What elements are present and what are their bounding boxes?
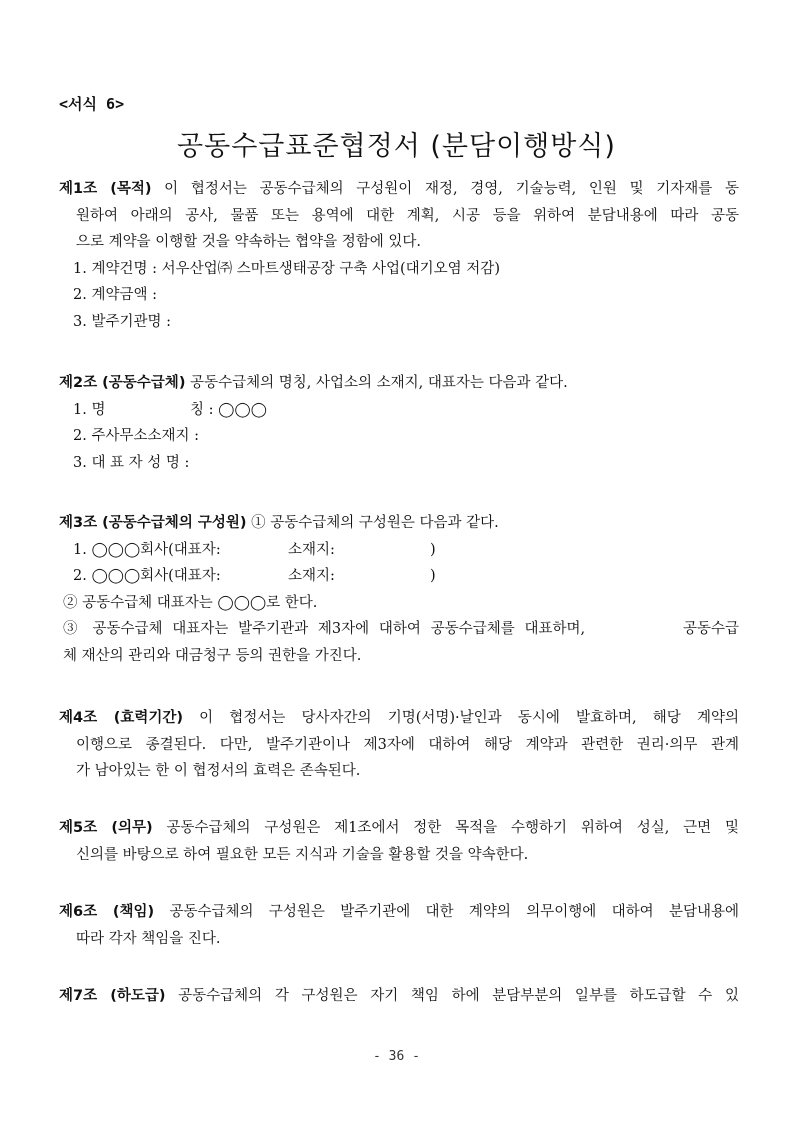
article-4 [59, 705, 739, 785]
article-5-text-2: 신의를 바탕으로 하여 필요한 모든 지식과 기술을 활용할 것을 약속한다. [76, 846, 529, 863]
member-row-1-address: 소재지: [288, 541, 335, 558]
article-2 [59, 370, 739, 476]
article-1-first-line [59, 176, 739, 203]
article-4-first-line [59, 705, 739, 732]
article-4-heading: 제4조 (효력기간) [59, 710, 183, 726]
article-2-item-1-value: 칭 : ◯◯◯ [190, 401, 267, 418]
article-1 [59, 176, 739, 335]
article-1-item-2: 2. 계약금액 : [73, 287, 157, 303]
article-3-heading: 제3조 (공동수급체의 구성원) [59, 515, 247, 531]
article-4-text-3: 가 남아있는 한 이 협정서의 효력은 존속된다. [76, 763, 361, 779]
article-6-text-2: 따라 각자 책임을 진다. [76, 930, 221, 947]
article-3-first-line [59, 510, 739, 537]
article-1-item-3: 3. 발주기관명 : [73, 313, 171, 330]
article-7-text-1: 공동수급체의 각 구성원은 자기 책임 하에 분담부분의 일부를 하도급할 수 있 [165, 988, 739, 1004]
article-6 [59, 899, 739, 952]
article-1-item-1: 1. 계약건명 : 서우산업㈜ 스마트생태공장 구축 사업(대기오염 저감) [73, 260, 500, 277]
member-row-1-company: 1. ◯◯◯회사(대표자: [73, 541, 221, 558]
article-2-item-1-label: 1. 명 [73, 401, 106, 418]
article-1-text-2: 원하여 아래의 공사, 물품 또는 용역에 대한 계획, 시공 등을 위하여 분담내용에 따라 공동 [76, 207, 739, 224]
article-6-heading: 제6조 (책임) [59, 904, 155, 920]
member-row-2-close: ) [430, 568, 436, 584]
article-7 [59, 983, 739, 1010]
article-3 [59, 510, 739, 669]
article-7-first-line [59, 983, 739, 1010]
article-2-first-line [59, 370, 739, 397]
article-3-para-3-line-1: ③ 공동수급체 대표자는 발주기관과 제3자에 대하여 공동수급체를 대표하며, 공동수급 [63, 621, 739, 637]
article-3-member-row-1 [59, 537, 739, 564]
member-row-1-close: ) [430, 541, 436, 558]
article-3-para-2: ② 공동수급체 대표자는 ◯◯◯로 한다. [63, 594, 318, 611]
article-7-heading: 제7조 (하도급) [59, 988, 166, 1004]
member-row-2-address: 소재지: [288, 568, 335, 584]
article-5-text-1: 공동수급체의 구성원은 제1조에서 정한 목적을 수행하기 위하여 성실, 근면 및 [152, 820, 739, 836]
document-title: 공동수급표준협정서 (분담이행방식) [177, 131, 616, 162]
article-2-item-1 [59, 397, 739, 424]
article-3-para-3-line-2: 체 재산의 관리와 대금청구 등의 권한을 가진다. [63, 647, 362, 664]
article-2-item-2: 2. 주사무소소재지 : [73, 428, 199, 444]
article-6-text-1: 공동수급체의 구성원은 발주기관에 대한 계약의 의무이행에 대하여 분담내용에 [154, 904, 739, 920]
article-6-first-line [59, 899, 739, 926]
article-1-heading: 제1조 (목적) [59, 181, 152, 197]
member-row-2-company: 2. ◯◯◯회사(대표자: [73, 568, 221, 584]
article-3-member-row-2 [59, 563, 739, 590]
article-2-heading: 제2조 (공동수급체) [59, 375, 186, 391]
page-number: - 36 - [373, 1049, 420, 1064]
form-label: <서식 6> [59, 95, 125, 113]
article-5-first-line [59, 815, 739, 842]
article-2-item-3: 3. 대 표 자 성 명 : [73, 454, 190, 471]
article-5 [59, 815, 739, 868]
article-4-text-1: 이 협정서는 당사자간의 기명(서명)·날인과 동시에 발효하며, 해당 계약의 [182, 710, 739, 726]
article-1-text-1: 이 협정서는 공동수급체의 구성원이 재정, 경영, 기술능력, 인원 및 기자재를 동 [151, 181, 740, 197]
article-5-heading: 제5조 (의무) [59, 820, 153, 836]
article-3-text-1: ① 공동수급체의 구성원은 다음과 같다. [246, 515, 499, 531]
article-4-text-2: 이행으로 종결된다. 다만, 발주기관이나 제3자에 대하여 해당 계약과 관련한 권리·의무 관계 [76, 736, 739, 753]
article-2-text-1: 공동수급체의 명칭, 사업소의 소재지, 대표자는 다음과 같다. [185, 375, 568, 391]
article-1-text-3: 으로 계약을 이행할 것을 약속하는 협약을 정함에 있다. [76, 234, 422, 250]
